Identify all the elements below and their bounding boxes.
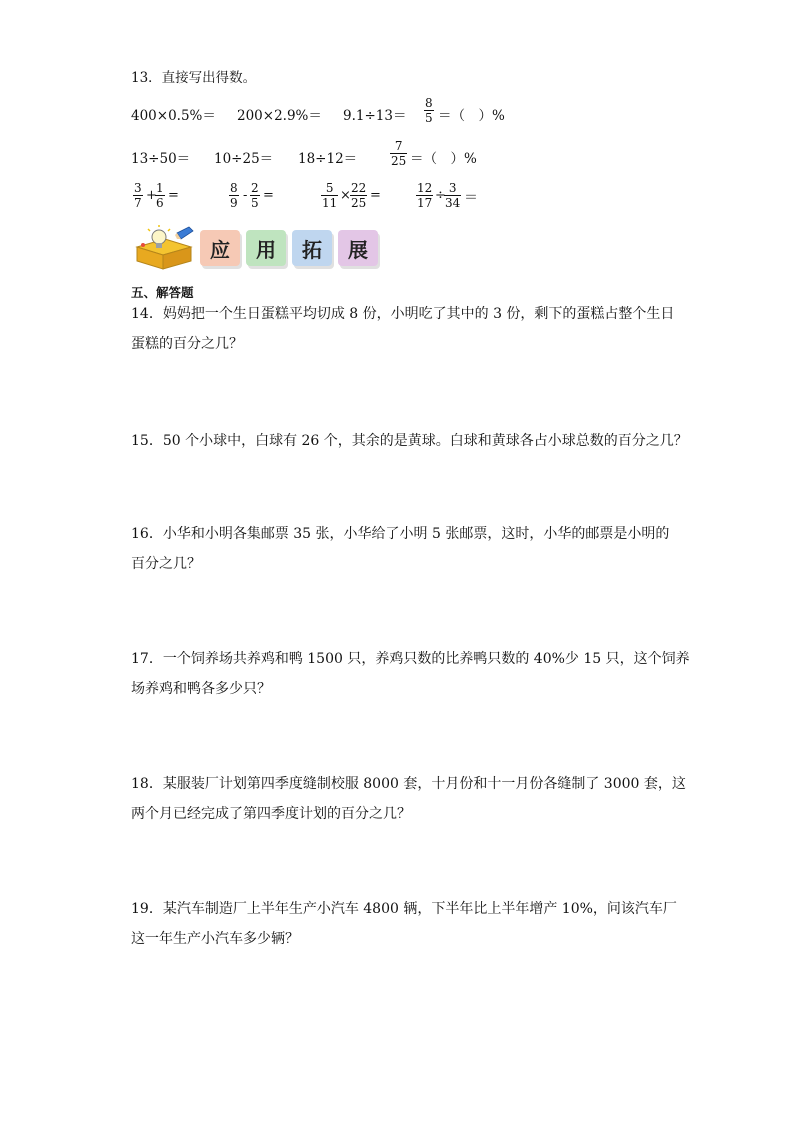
q13-r3-e1-eq: = <box>168 188 179 203</box>
fraction-denominator: 11 <box>322 196 338 210</box>
fraction-numerator: 12 <box>417 181 433 195</box>
fraction-denominator: 17 <box>417 196 433 210</box>
q13-r1-tail: ＝（ ）% <box>438 108 505 124</box>
q13-r3-e4-eq: ＝ <box>464 190 478 206</box>
fraction-numerator: 3 <box>134 181 142 195</box>
fraction-denominator: 7 <box>134 196 142 210</box>
q13-r3-e3-frac1 <box>321 181 338 210</box>
q13-r3-e1-frac2 <box>155 181 165 210</box>
fraction-numerator: 2 <box>251 181 259 195</box>
q13-r3-e2-frac2 <box>250 181 260 210</box>
problem-line-1: 18．某服装厂计划第四季度缝制校服 8000 套，十月份和十一月份各缝制了 3000 套，这 <box>131 776 686 792</box>
q13-r1-fraction <box>424 96 434 125</box>
fraction-denominator: 5 <box>251 196 259 210</box>
q13-r3-e4-op: ÷ <box>435 188 446 203</box>
problem-line-1: 15．50 个小球中，白球有 26 个，其余的是黄球。白球和黄球各占小球总数的百分之几？ <box>131 433 688 449</box>
q13-r3-e2-eq: = <box>263 188 274 203</box>
banner-tile-2: 用 <box>246 230 286 266</box>
problem-line-1: 17．一个饲养场共养鸡和鸭 1500 只，养鸡只数的比养鸭只数的 40%少 15 只，这个饲养 <box>131 651 690 667</box>
q13-r3-e4-frac1 <box>416 181 433 210</box>
fraction-denominator: 6 <box>156 196 164 210</box>
banner-tile-4: 展 <box>338 230 378 266</box>
problem-line-2: 百分之几？ <box>131 556 201 572</box>
toolbox-lightbulb-icon <box>131 225 197 271</box>
fraction-numerator: 3 <box>448 181 457 195</box>
fraction-denominator: 25 <box>351 196 367 210</box>
q13-r2-b: 10÷25＝ <box>214 151 274 167</box>
q13-r2-tail: ＝（ ）% <box>410 151 477 167</box>
problem-line-2: 两个月已经完成了第四季度计划的百分之几？ <box>131 806 411 822</box>
problem-14 <box>131 299 674 359</box>
q13-r3-e3-op: × <box>340 188 351 203</box>
q13-r1-c: 9.1÷13＝ <box>343 108 407 124</box>
q13-r3-e1-frac1 <box>133 181 143 210</box>
q13-r3-e2-op: - <box>243 188 248 203</box>
banner-tile-1: 应 <box>200 230 240 266</box>
q13-r2-a: 13÷50＝ <box>131 151 191 167</box>
fraction-numerator: 8 <box>230 181 238 195</box>
problem-line-1: 16．小华和小明各集邮票 35 张，小华给了小明 5 张邮票，这时，小华的邮票是小明的 <box>131 526 670 542</box>
fraction-denominator: 25 <box>391 154 407 168</box>
q13-r3-e4-frac2 <box>444 181 461 210</box>
q13-title: 13．直接写出得数。 <box>131 70 257 86</box>
fraction-numerator: 1 <box>156 181 164 195</box>
q13-r3-e3-frac2 <box>350 181 367 210</box>
section-title: 五、解答题 <box>131 285 194 300</box>
problem-18 <box>131 769 686 829</box>
q13-r3-e3-eq: = <box>370 188 381 203</box>
q13-r2-fraction <box>390 139 407 168</box>
problem-line-2: 蛋糕的百分之几？ <box>131 336 243 352</box>
q13-r3-e2-frac1 <box>229 181 239 210</box>
problem-15 <box>131 426 688 456</box>
q13-r2-c: 18÷12＝ <box>298 151 358 167</box>
problem-line-1: 19．某汽车制造厂上半年生产小汽车 4800 辆，下半年比上半年增产 10%，问该汽车厂 <box>131 901 677 917</box>
fraction-numerator: 22 <box>351 181 367 195</box>
fraction-numerator: 5 <box>325 181 334 195</box>
problem-line-1: 14．妈妈把一个生日蛋糕平均切成 8 份，小明吃了其中的 3 份，剩下的蛋糕占整个生日 <box>131 306 675 322</box>
problem-17 <box>131 644 690 704</box>
fraction-denominator: 5 <box>425 111 433 125</box>
q13-r1-b: 200×2.9%＝ <box>237 108 322 124</box>
fraction-numerator: 7 <box>394 139 403 153</box>
fraction-denominator: 34 <box>445 196 461 210</box>
fraction-numerator: 8 <box>425 96 433 110</box>
q13-r1-a: 400×0.5%＝ <box>131 108 216 124</box>
problem-line-2: 这一年生产小汽车多少辆？ <box>131 931 299 947</box>
problem-line-2: 场养鸡和鸭各多少只？ <box>131 681 271 697</box>
problem-16 <box>131 519 669 579</box>
q13-r3-e1-op: + <box>146 188 157 203</box>
problem-19 <box>131 894 677 954</box>
banner-tile-3: 拓 <box>292 230 332 266</box>
fraction-denominator: 9 <box>230 196 238 210</box>
